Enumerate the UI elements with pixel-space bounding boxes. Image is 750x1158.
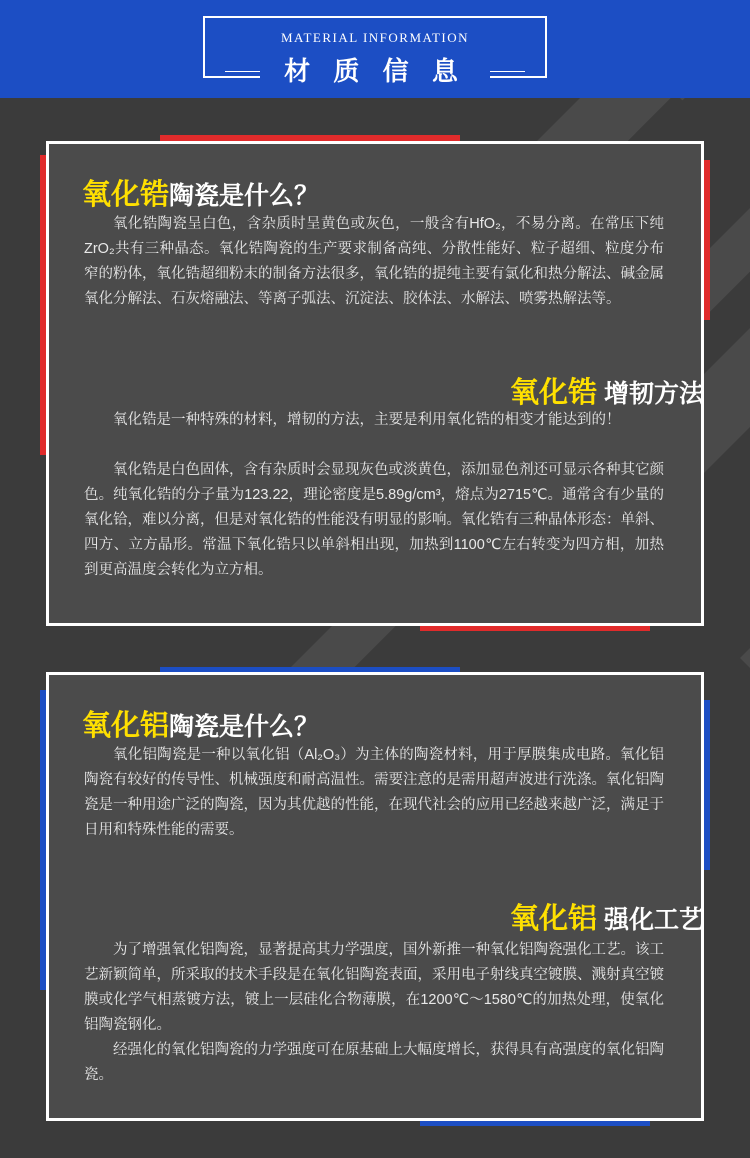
section-heading-zirconia-toughening bbox=[510, 370, 704, 411]
section-heading-rest: 增韧方法 bbox=[603, 380, 704, 408]
section-heading-highlight: 氧化锆 bbox=[510, 377, 598, 409]
section-heading-alumina-strengthening bbox=[510, 896, 704, 937]
section-heading-rest: 强化工艺 bbox=[603, 906, 704, 934]
section-heading-highlight: 氧化铝 bbox=[510, 903, 598, 935]
paragraph-zirconia-intro-1: 氧化锆陶瓷呈白色，含杂质时呈黄色或灰色，一般含有HfO₂，不易分离。在常压下纯ZrO₂共有三种晶态。氧化锆陶瓷的生产要求制备高纯、分散性能好、粒子超细、粒度分布窄的粉体，氧化锆超细粉末的制备方法很多，氧化锆的提纯主要有氯化和热分解法、碱金属氧化分解法、石灰熔融法、等离子弧法、沉淀法、胶体法、水解法、喷雾热解法等。 bbox=[84, 216, 664, 307]
header-english-title: MATERIAL INFORMATION bbox=[280, 30, 470, 45]
paragraph-alumina-strengthening-2: 经强化的氧化铝陶瓷的力学强度可在原基础上大幅度增长，获得具有高强度的氧化铝陶瓷。 bbox=[84, 1042, 664, 1083]
section-heading-highlight: 氧化锆 bbox=[82, 179, 170, 211]
paragraph-alumina-intro-1: 氧化铝陶瓷是一种以氧化铝（Al₂O₃）为主体的陶瓷材料，用于厚膜集成电路。氧化铝陶瓷有较好的传导性、机械强度和耐高温性。需要注意的是需用超声波进行洗涤。氧化铝陶瓷是一种用途广泛的陶瓷，因为其优越的性能，在现代社会的应用已经越来越广泛，满足于日用和特殊性能的需要。 bbox=[84, 747, 664, 838]
header-chinese-title: 材 质 信 息 bbox=[260, 54, 490, 88]
section-heading-alumina-intro bbox=[82, 703, 319, 744]
header-chinese-title-wrap bbox=[0, 54, 750, 88]
section-heading-zirconia-intro bbox=[82, 172, 319, 213]
section-heading-rest: 陶瓷是什么？ bbox=[169, 713, 320, 741]
paragraph-zirconia-toughening-1: 氧化锆是一种特殊的材料，增韧的方法，主要是利用氧化锆的相变才能达到的！ bbox=[113, 412, 621, 428]
section-heading-rest: 陶瓷是什么？ bbox=[169, 182, 320, 210]
page-header bbox=[0, 0, 750, 98]
paragraph-zirconia-toughening-2: 氧化锆是白色固体，含有杂质时会显现灰色或淡黄色，添加显色剂还可显示各种其它颜色。纯氧化锆的分子量为123.22，理论密度是5.89g/cm³，熔点为2715℃。通常含有少量的氧化铪，难以分离，但是对氧化锆的性能没有明显的影响。氧化锆有三种晶体形态：单斜、四方、立方晶形。常温下氧化锆只以单斜相出现，加热到1100℃左右转变为四方相，加热到更高温度会转化为立方相。 bbox=[84, 462, 664, 578]
paragraph-alumina-strengthening-1: 为了增强氧化铝陶瓷，显著提高其力学强度，国外新推一种氧化铝陶瓷强化工艺。该工艺新颖简单，所采取的技术手段是在氧化铝陶瓷表面，采用电子射线真空镀膜、溅射真空镀膜或化学气相蒸镀方法，镀上一层硅化合物薄膜，在1200℃～1580℃的加热处理，使氧化铝陶瓷钢化。 bbox=[84, 942, 664, 1033]
section-heading-highlight: 氧化铝 bbox=[82, 710, 170, 742]
